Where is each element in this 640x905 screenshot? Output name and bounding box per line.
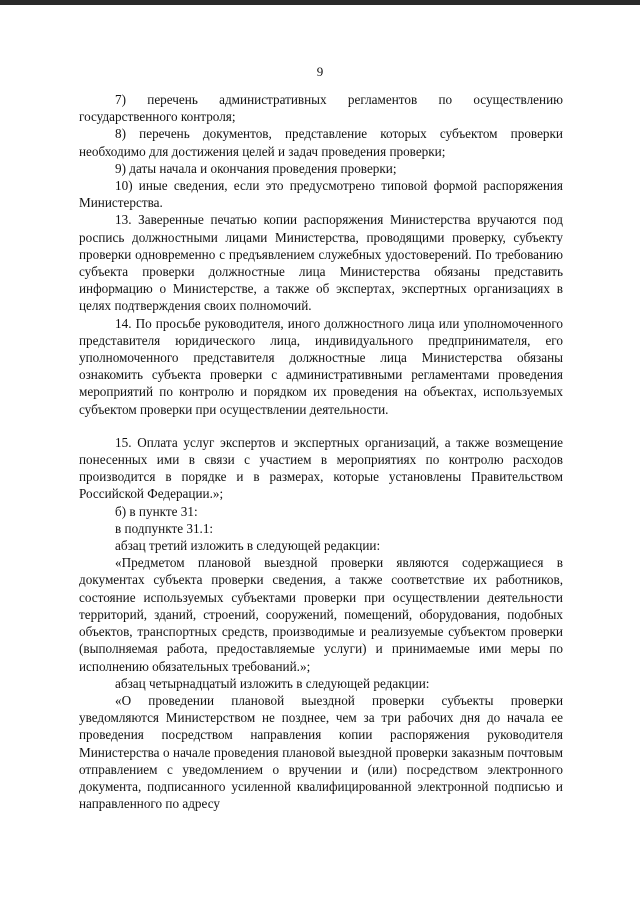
paragraph-instruction-fourteenth: абзац четырнадцатый изложить в следующей редакции: <box>115 675 430 691</box>
top-edge-rule <box>0 0 640 5</box>
paragraph-instruction-third: абзац третий изложить в следующей редакции: <box>115 538 381 554</box>
paragraph-notification: «О проведении плановой выездной проверки субъекты проверки уведомляются Министерством не позднее, чем за три рабочих дня до начала ее проведения посредством направления копии распоряжения руководителя Министерства о начале проведения плановой выездной проверки заказным почтовым отправлением с уведомлением о вручении и (или) посредством электронного документа, подписанного усиленной квалифицированной электронной подписью и направленного по адресу <box>79 692 563 812</box>
document-body <box>79 91 563 812</box>
paragraph-item-9: 9) даты начала и окончания проведения проверки; <box>115 160 397 176</box>
paragraph-item-10: 10) иные сведения, если это предусмотрено типовой формой распоряжения Министерства. <box>79 178 563 211</box>
paragraph-clause-13: 13. Заверенные печатью копии распоряжения Министерства вручаются под роспись должностными лицами Министерства, проводящими проверку, субъекту проверки одновременно с предъявлением служебных удостоверений. По требованию субъекта проверки должностные лица Министерства обязаны представить информацию о Министерстве, а также об экспертах, экспертных организациях в целях подтверждения своих полномочий. <box>79 212 563 314</box>
paragraph-inspection-subject: «Предметом плановой выездной проверки являются содержащиеся в документах субъекта проверки сведения, а также соответствие их работников, состояние используемых субъектами проверки при осуществлении деятельности территорий, зданий, строений, сооружений, помещений, оборудования, подобных объектов, транспортных средств, производимые и реализуемые субъектом проверки (выполняемая работа, предоставляемые услуги) и принимаемые ими меры по исполнению обязательных требований.»; <box>79 555 563 674</box>
paragraph-clause-15: 15. Оплата услуг экспертов и экспертных организаций, а также возмещение понесенных ими в связи с участием в мероприятиях по контролю расходов производится в порядке и в размерах, которые установлены Правительством Российской Федерации.»; <box>79 434 563 502</box>
paragraph-item-7: 7) перечень административных регламентов по осуществлению государственного контроля; <box>79 92 563 125</box>
paragraph-subpoint-31-1: в подпункте 31.1: <box>115 520 214 536</box>
paragraph-item-8: 8) перечень документов, представление которых субъектом проверки необходимо для достижения целей и задач проведения проверки; <box>79 126 563 159</box>
paragraph-clause-14: 14. По просьбе руководителя, иного должностного лица или уполномоченного представителя юридического лица, индивидуального предпринимателя, его уполномоченного представителя должностные лица Министерства обязаны ознакомить субъекта проверки с административными регламентами проведения мероприятий по контролю и порядком их проведения на объектах, используемых субъектом проверки при осуществлении деятельности. <box>79 315 563 417</box>
paragraph-point-31: б) в пункте 31: <box>115 503 198 519</box>
page-number: 9 <box>316 64 324 79</box>
